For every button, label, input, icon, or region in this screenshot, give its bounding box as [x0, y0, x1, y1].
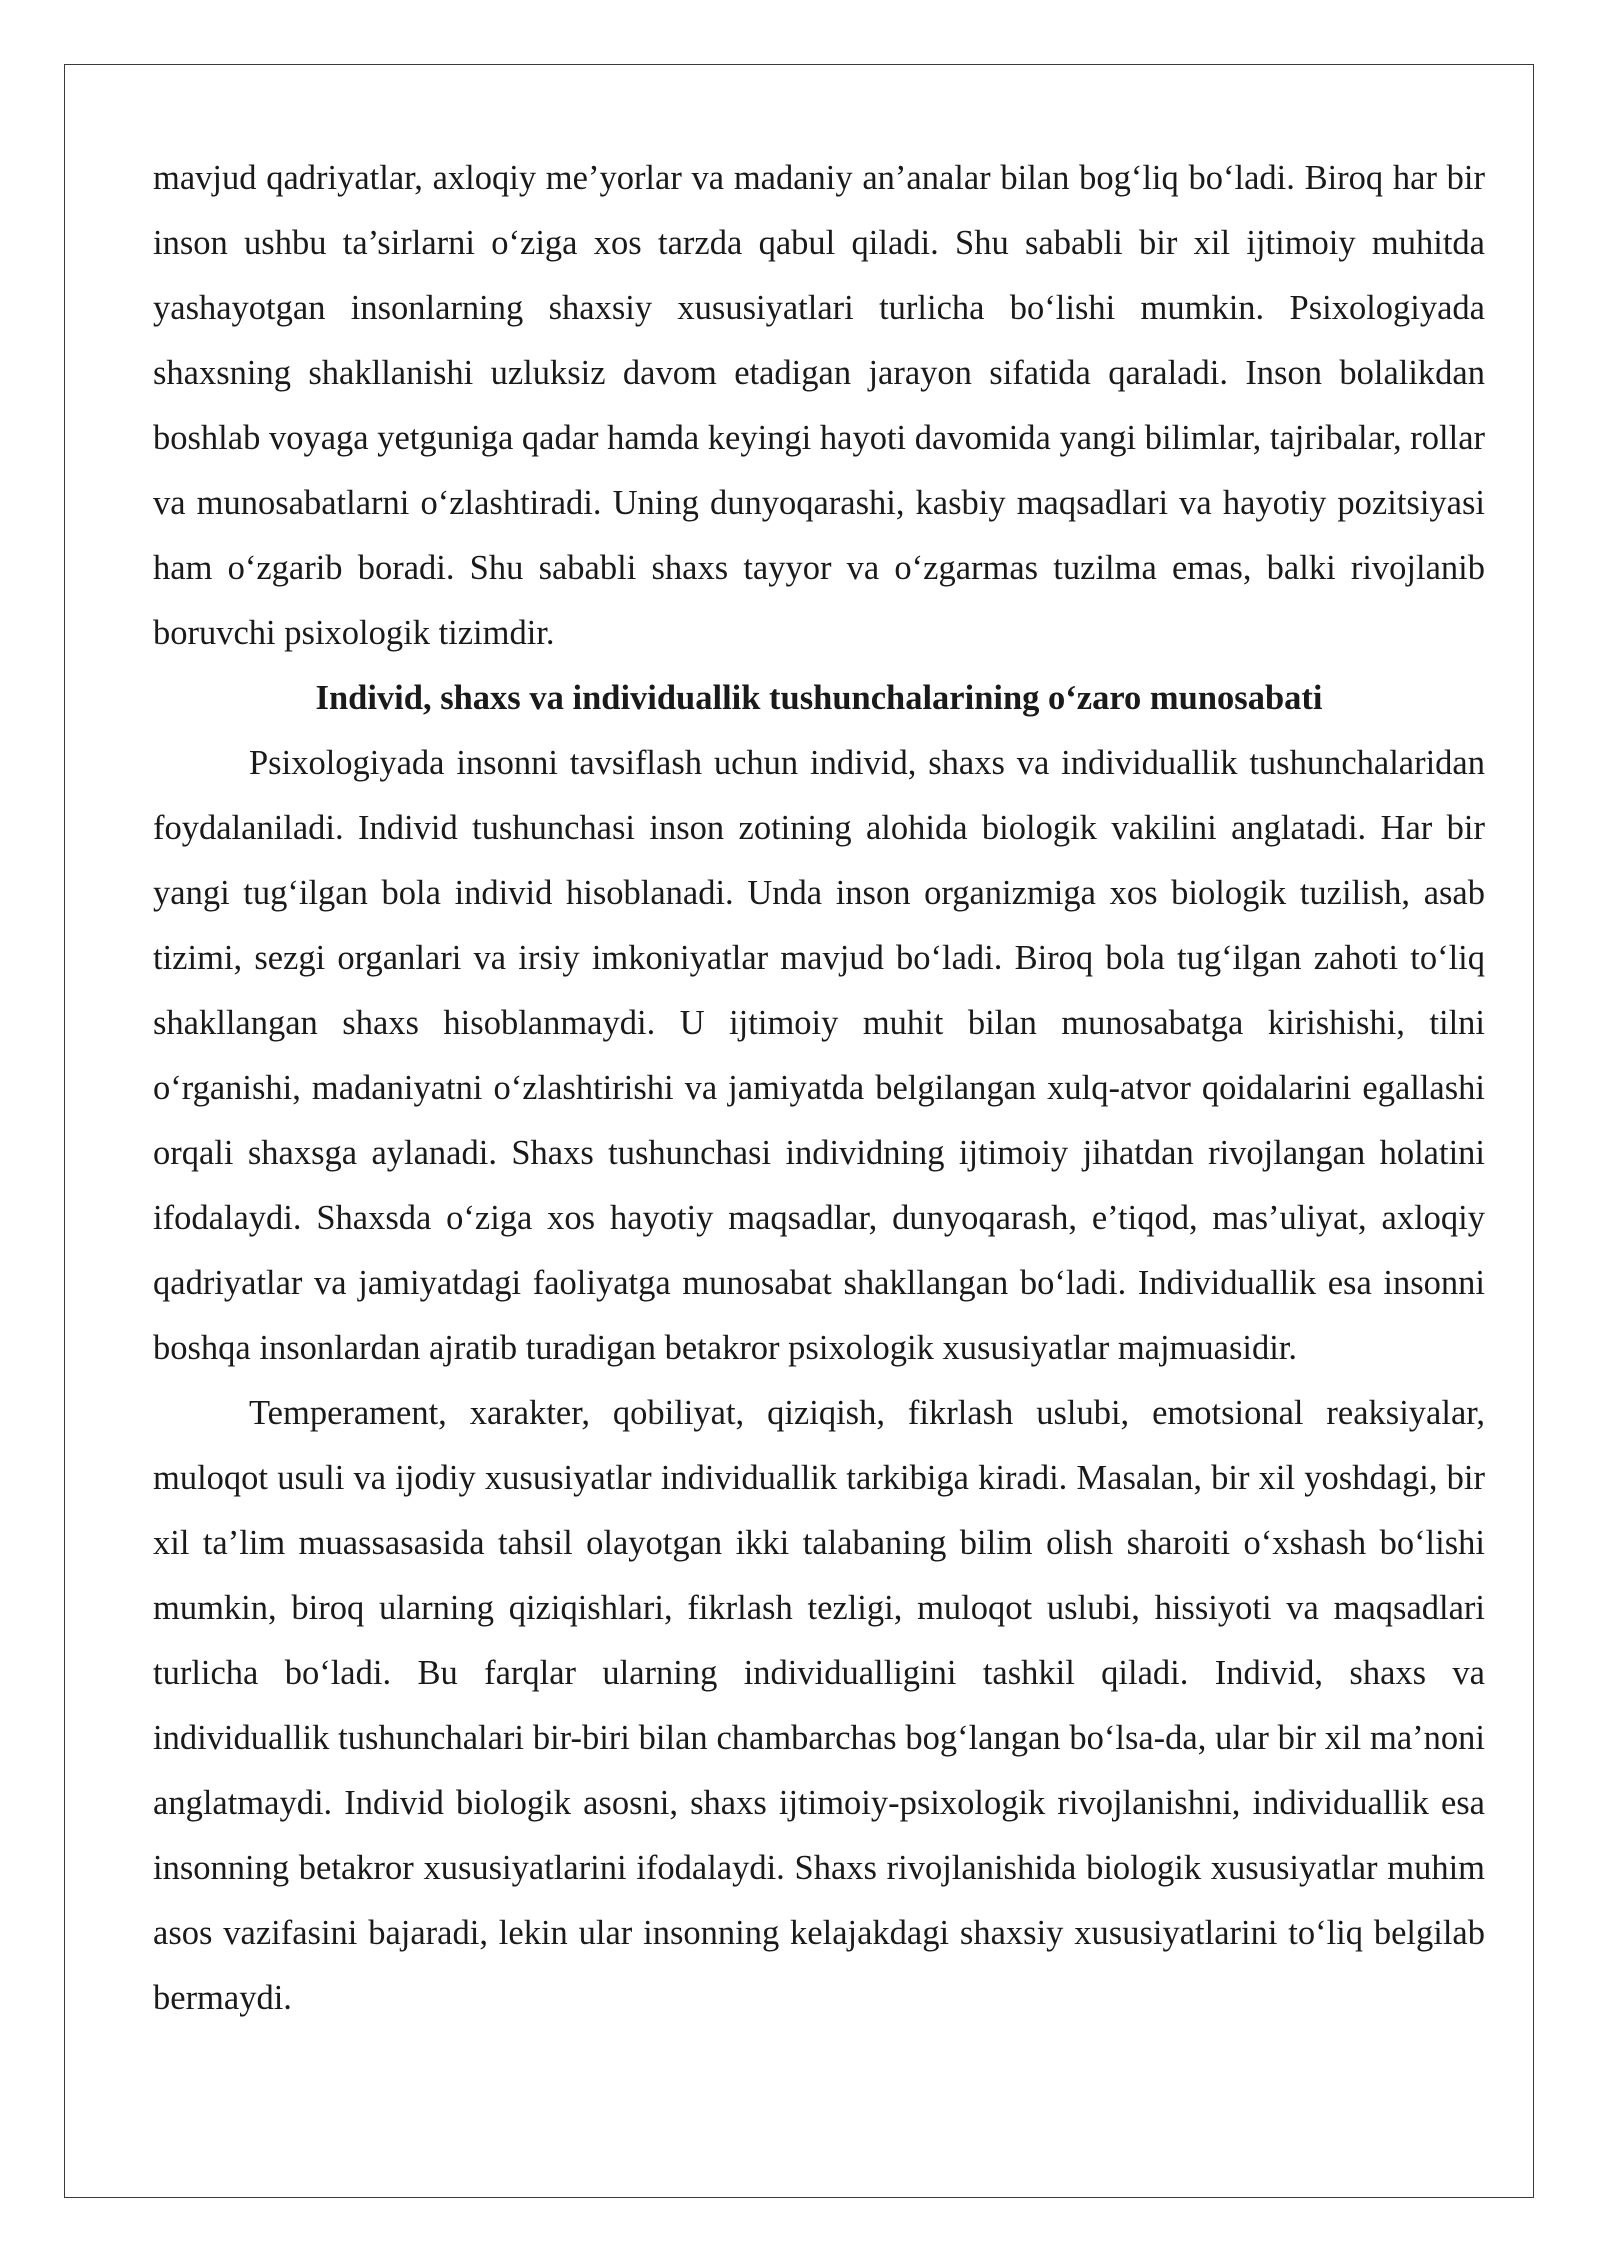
- paragraph-continuation: mavjud qadriyatlar, axloqiy me’yorlar va madaniy an’analar bilan bog‘liq bo‘ladi. Biroq har bir inson ushbu ta’sirlarni o‘ziga xos tarzda qabul qiladi. Shu sababli bir xil ijtimoiy muhitda yashayotgan insonlarning shaxsiy xususiyatlari turlicha bo‘lishi mumkin. Psixologiyada shaxsning shakllanishi uzluksiz davom etadigan jarayon sifatida qaraladi. Inson bolalikdan boshlab voyaga yetguniga qadar hamda keyingi hayoti davomida yangi bilimlar, tajribalar, rollar va munosabatlarni o‘zlashtiradi. Uning dunyoqarashi, kasbiy maqsadlari va hayotiy pozitsiyasi ham o‘zgarib boradi. Shu sababli shaxs tayyor va o‘zgarmas tuzilma emas, balki rivojlanib boruvchi psixologik tizimdir.: [153, 159, 1485, 652]
- document-body: [153, 146, 1485, 2031]
- section-heading: Individ, shaxs va individuallik tushunchalarining o‘zaro munosabati: [315, 679, 1323, 717]
- paragraph-temperament: Temperament, xarakter, qobiliyat, qiziqish, fikrlash uslubi, emotsional reaksiyalar, muloqot usuli va ijodiy xususiyatlar individuallik tarkibiga kiradi. Masalan, bir xil yoshdagi, bir xil ta’lim muassasasida tahsil olayotgan ikki talabaning bilim olish sharoiti o‘xshash bo‘lishi mumkin, biroq ularning qiziqishlari, fikrlash tezligi, muloqot uslubi, hissiyoti va maqsadlari turlicha bo‘ladi. Bu farqlar ularning individualligini tashkil qiladi. Individ, shaxs va individuallik tushunchalari bir-biri bilan chambarchas bog‘langan bo‘lsa-da, ular bir xil ma’noni anglatmaydi. Individ biologik asosni, shaxs ijtimoiy-psixologik rivojlanishni, individuallik esa insonning betakror xususiyatlarini ifodalaydi. Shaxs rivojlanishida biologik xususiyatlar muhim asos vazifasini bajaradi, lekin ular insonning kelajakdagi shaxsiy xususiyatlarini to‘liq belgilab bermaydi.: [153, 1394, 1485, 2017]
- paragraph-individ: Psixologiyada insonni tavsiflash uchun individ, shaxs va individuallik tushunchalaridan foydalaniladi. Individ tushunchasi inson zotining alohida biologik vakilini anglatadi. Har bir yangi tug‘ilgan bola individ hisoblanadi. Unda inson organizmiga xos biologik tuzilish, asab tizimi, sezgi organlari va irsiy imkoniyatlar mavjud bo‘ladi. Biroq bola tug‘ilgan zahoti to‘liq shakllangan shaxs hisoblanmaydi. U ijtimoiy muhit bilan munosabatga kirishishi, tilni o‘rganishi, madaniyatni o‘zlashtirishi va jamiyatda belgilangan xulq-atvor qoidalarini egallashi orqali shaxsga aylanadi. Shaxs tushunchasi individning ijtimoiy jihatdan rivojlangan holatini ifodalaydi. Shaxsda o‘ziga xos hayotiy maqsadlar, dunyoqarash, e’tiqod, mas’uliyat, axloqiy qadriyatlar va jamiyatdagi faoliyatga munosabat shakllangan bo‘ladi. Individuallik esa insonni boshqa insonlardan ajratib turadigan betakror psixologik xususiyatlar majmuasidir.: [153, 744, 1485, 1367]
